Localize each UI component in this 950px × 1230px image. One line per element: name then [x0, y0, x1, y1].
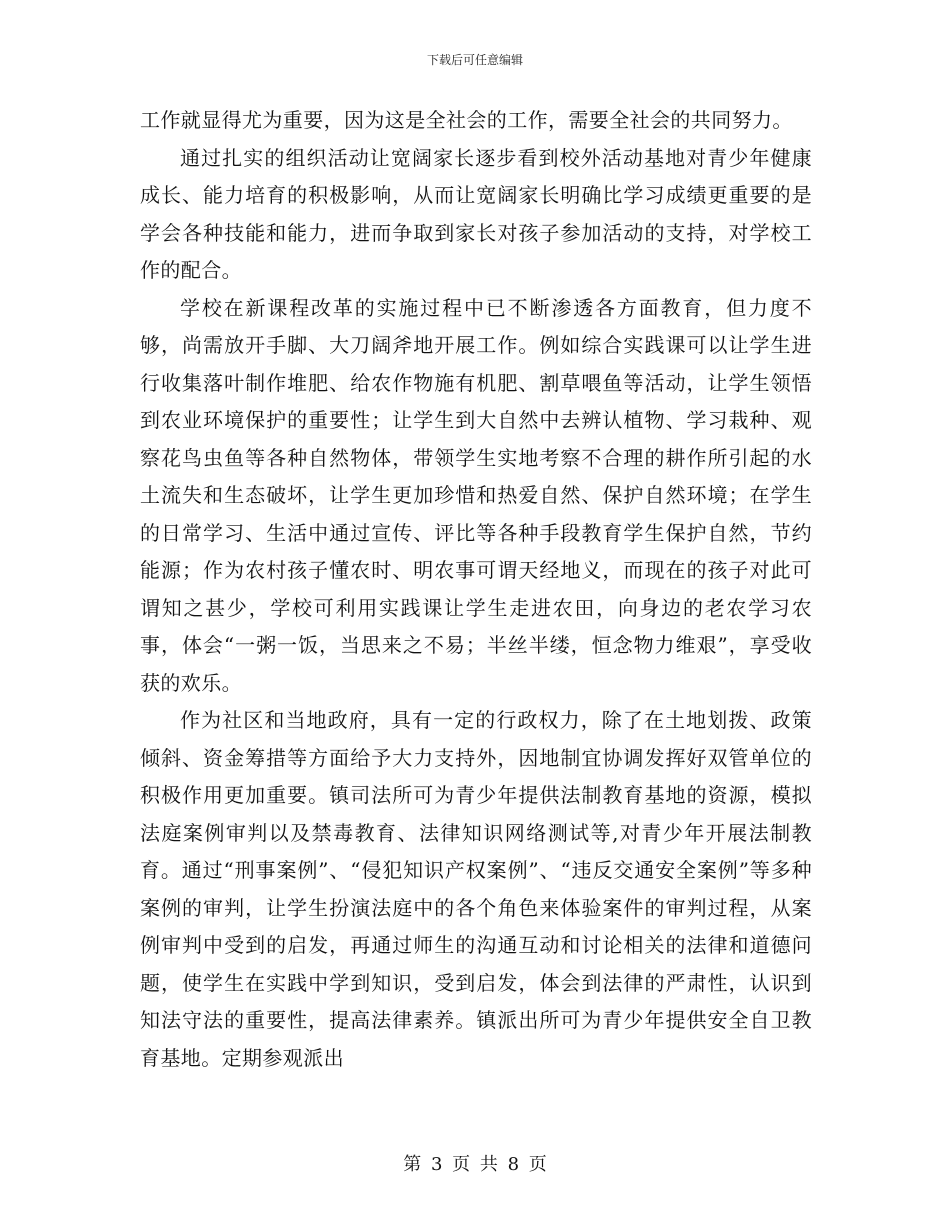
- paragraph-2: 通过扎实的组织活动让宽阔家长逐步看到校外活动基地对青少年健康成长、能力培育的积极影响，从而让宽阔家长明确比学习成绩更重要的是学会各种技能和能力，进而争取到家长对孩子参加活动的支持，对学校工作的配合。: [140, 145, 812, 282]
- paragraph-4: 作为社区和当地政府，具有一定的行政权力，除了在土地划拨、政策倾斜、资金筹措等方面给予大力支持外，因地制宜协调发挥好双管单位的积极作用更加重要。镇司法所可为青少年提供法制教育基地的资源，模拟法庭案例审判以及禁毒教育、法律知识网络测试等,对青少年开展法制教育。通过“刑事案例”、“侵犯知识产权案例”、“违反交通安全案例”等多种案例的审判，让学生扮演法庭中的各个角色来体验案件的审判过程，从案例审判中受到的启发，再通过师生的沟通互动和讨论相关的法律和道德问题，使学生在实践中学到知识，受到启发，体会到法律的严肃性，认识到知法守法的重要性，提高法律素养。镇派出所可为青少年提供安全自卫教育基地。定期参观派出: [140, 708, 812, 1070]
- page-number-footer: 第 3 页 共 8 页: [403, 1154, 547, 1175]
- page-header: 下载后可任意编辑: [426, 53, 523, 67]
- document-body: [140, 102, 812, 1077]
- paragraph-1: 工作就显得尤为重要，因为这是全社会的工作，需要全社会的共同努力。: [140, 108, 793, 132]
- paragraph-3: 学校在新课程改革的实施过程中已不断渗透各方面教育，但力度不够，尚需放开手脚、大刀阔斧地开展工作。例如综合实践课可以让学生进行收集落叶制作堆肥、给农作物施有机肥、割草喂鱼等活动，让学生领悟到农业环境保护的重要性；让学生到大自然中去辨认植物、学习栽种、观察花鸟虫鱼等各种自然物体，带领学生实地考察不合理的耕作所引起的水土流失和生态破坏，让学生更加珍惜和热爱自然、保护自然环境；在学生的日常学习、生活中通过宣传、评比等各种手段教育学生保护自然，节约能源；作为农村孩子懂农时、明农事可谓天经地义，而现在的孩子对此可谓知之甚少，学校可利用实践课让学生走进农田，向身边的老农学习农事，体会“一粥一饭，当思来之不易；半丝半缕，恒念物力维艰”，享受收获的欢乐。: [140, 295, 812, 695]
